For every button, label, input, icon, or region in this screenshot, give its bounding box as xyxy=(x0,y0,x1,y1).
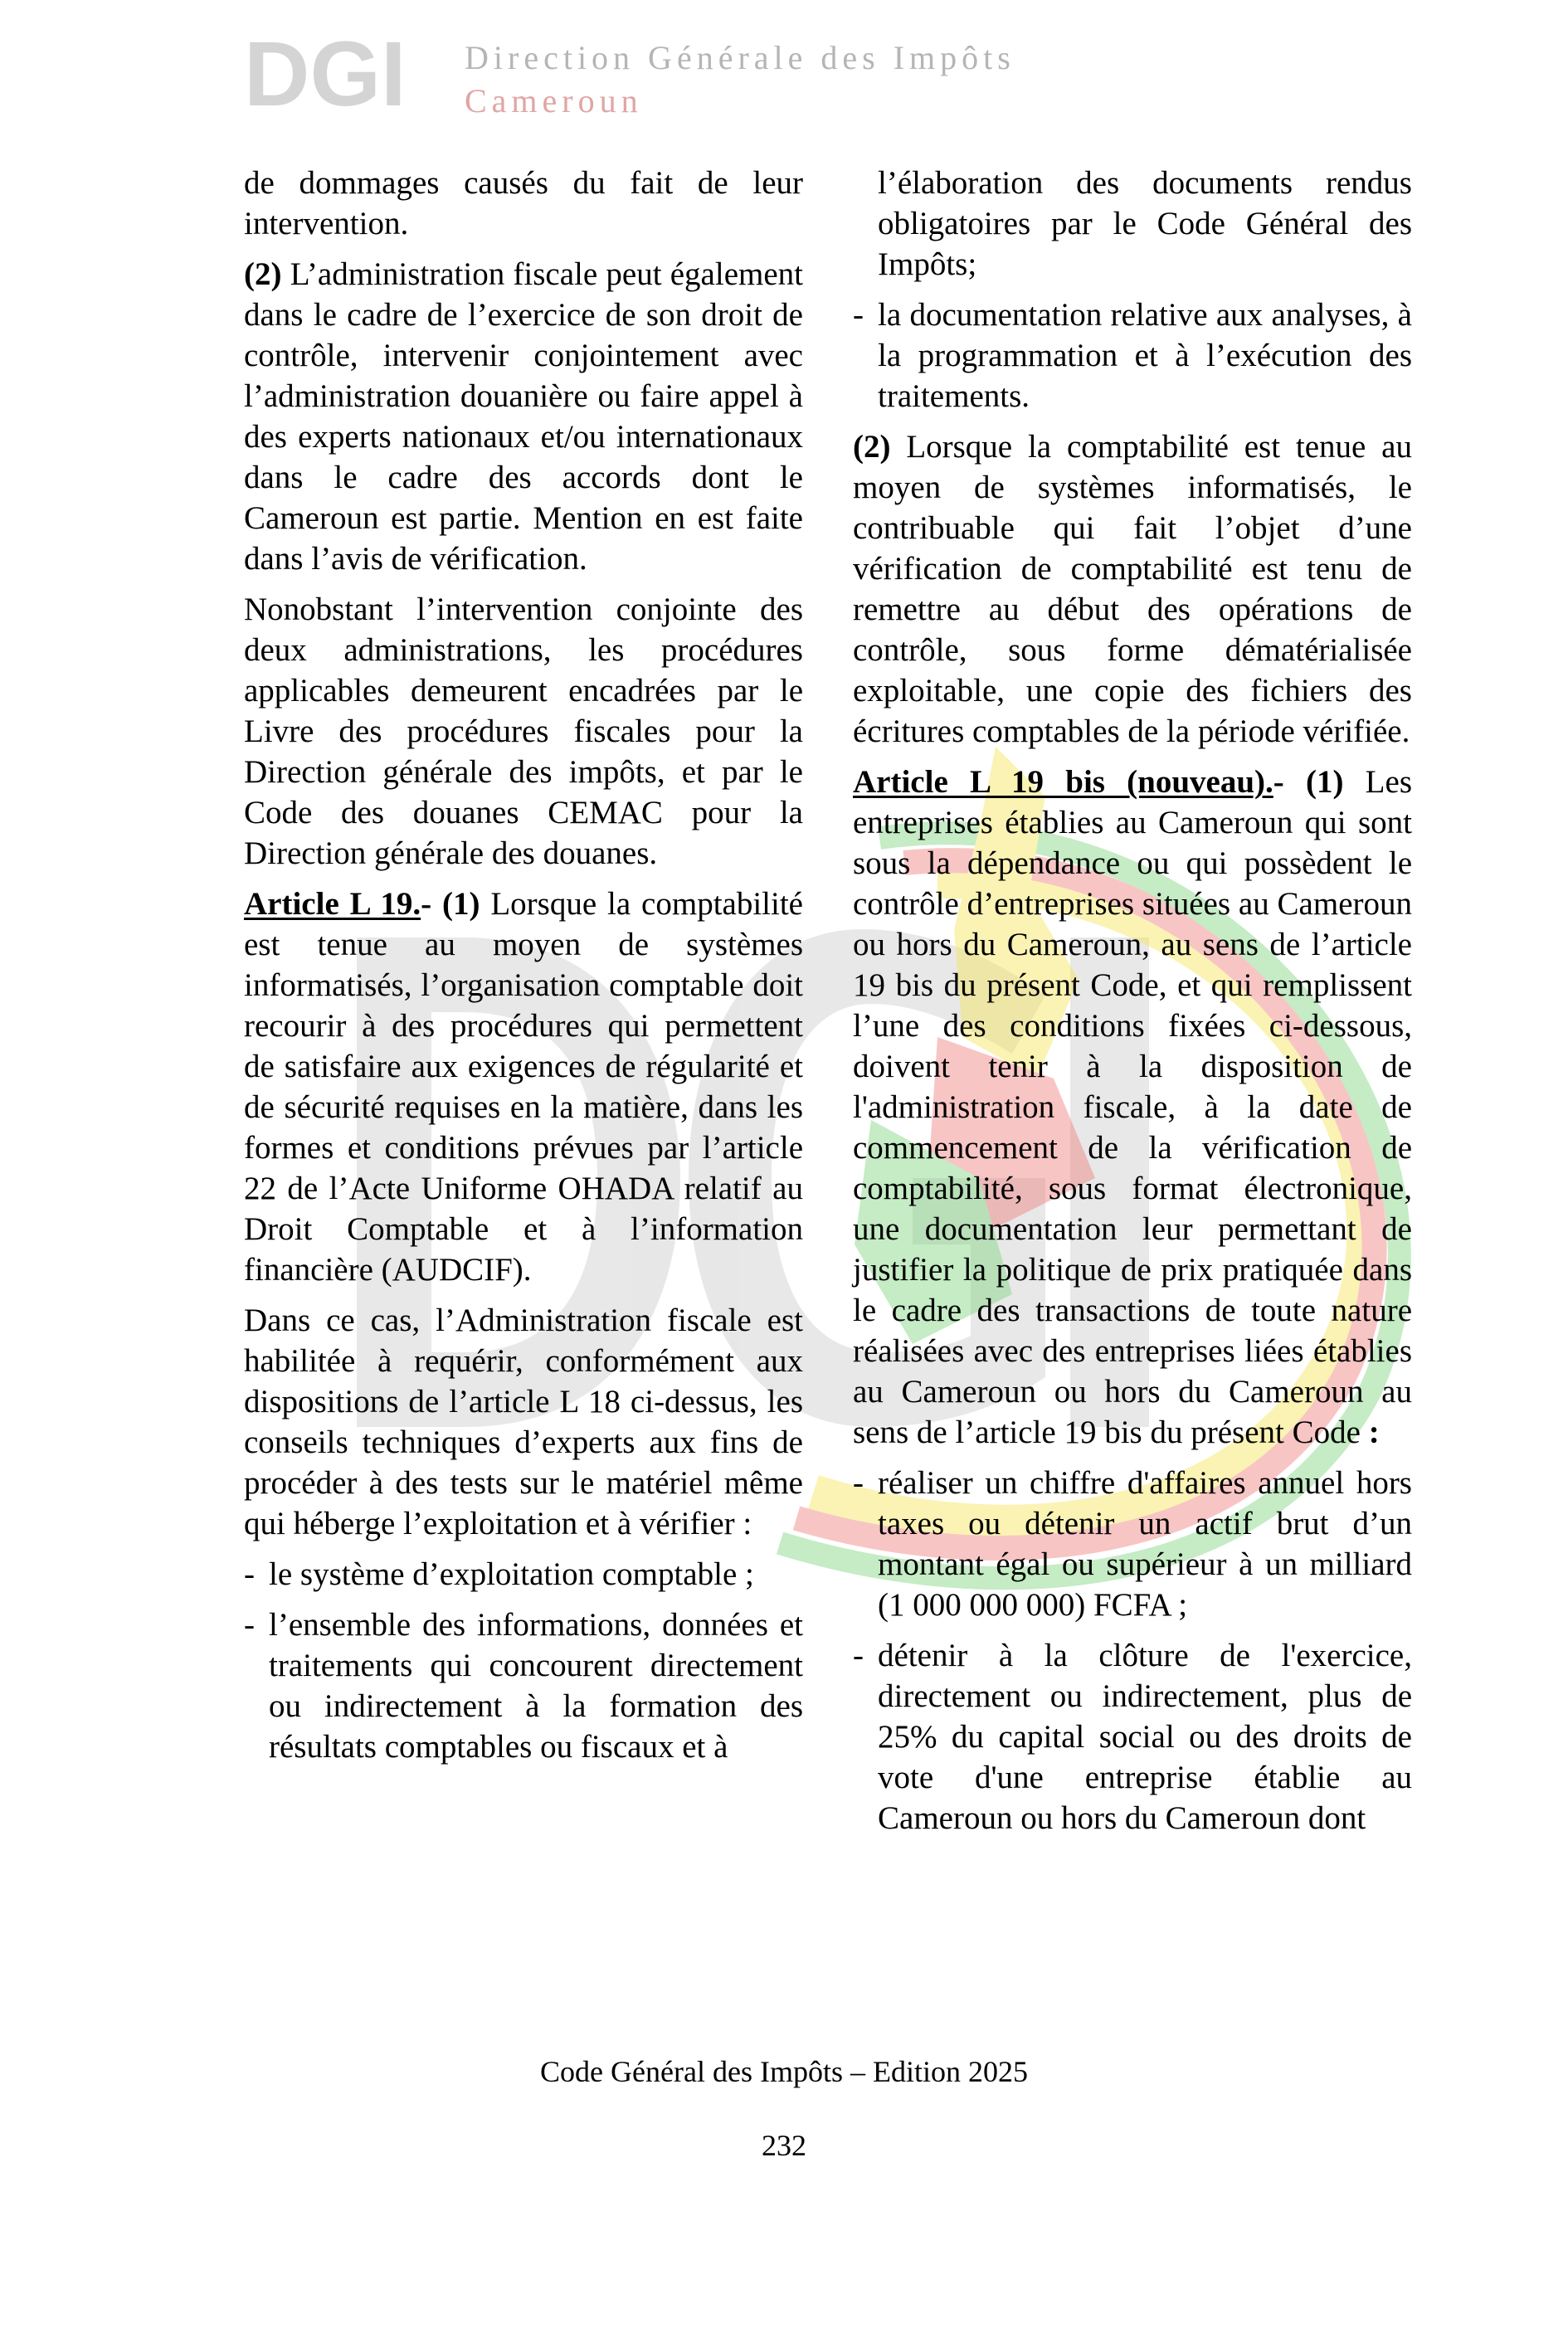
list-item-text: le système d’exploitation comptable ; xyxy=(269,1556,754,1592)
article-dash: - xyxy=(421,886,442,922)
left-column xyxy=(244,163,803,1777)
paragraph-2-joint-intervention xyxy=(244,254,803,579)
paragraph-text: L’administration fiscale peut également dans le cadre de l’exercice de son droit de contrôle, intervenir conjointement avec l’administration douanière ou faire appel à des experts nationaux et/ou internationaux dans le cadre des accords dont le Cameroun est partie. Mention en est faite dans l’avis de vérification. xyxy=(244,256,803,577)
paragraph-text: Lorsque la comptabilité est tenue au moyen de systèmes informatisés, le contribuable qui fait l’objet d’une vérification de comptabilité est tenu de remettre au début des opérations de contrôle, sous forme dématérialisée exploitable, une copie des fichiers des écritures comptables de la période vérifiée. xyxy=(853,429,1412,749)
article-colon: : xyxy=(1368,1415,1380,1450)
article-heading: Article L 19 bis (nouveau). xyxy=(853,764,1273,800)
paragraph-dans-ce-cas: Dans ce cas, l’Administration fiscale est habilitée à requérir, conformément aux dispositions de l’article L 18 ci-dessus, les conseils techniques d’experts aux fins de procéder à des tests sur le matériel même qui héberge l’exploitation et à vérifier : xyxy=(244,1303,803,1541)
list-item xyxy=(853,1463,1412,1625)
list-item-text: réaliser un chiffre d'affaires annuel hors taxes ou détenir un actif brut d’un montant égal ou supérieur à un milliard (1 000 000 000) FCFA ; xyxy=(878,1465,1412,1623)
right-column xyxy=(853,163,1412,1848)
paragraph-2-electronic-copy xyxy=(853,426,1412,752)
list-item-continuation: l’élaboration des documents rendus obligatoires par le Code Général des Impôts; xyxy=(878,165,1412,282)
watermark-text-line1: Direction Générale des Impôts xyxy=(465,39,1015,76)
list-item-text: la documentation relative aux analyses, à la programmation et à l’exécution des traitements. xyxy=(878,297,1412,414)
footer-title: Code Général des Impôts – Edition 2025 xyxy=(540,2055,1028,2088)
bullet-marker: - xyxy=(853,297,864,333)
list-item xyxy=(853,1635,1412,1838)
bullet-marker: - xyxy=(853,1465,864,1501)
article-l19-bis xyxy=(853,762,1412,1453)
watermark-text-line2: Cameroun xyxy=(465,82,643,119)
watermark-letters: DGI xyxy=(244,23,407,125)
list-item xyxy=(853,295,1412,416)
paragraph-number: (1) xyxy=(442,886,480,922)
list-item xyxy=(244,1554,803,1595)
bullet-marker: - xyxy=(244,1556,255,1592)
article-text: Lorsque la comptabilité est tenue au moyen de systèmes informatisés, l’organisation comptable doit recourir à des procédures qui permettent de satisfaire aux exigences de régularité et de sécurité requises en la matière, dans les formes et conditions prévues par l’article 22 de l’Acte Uniforme OHADA relatif au Droit Comptable et à l’information financière (AUDCIF). xyxy=(244,886,803,1288)
paragraph-nonobstant: Nonobstant l’intervention conjointe des deux administrations, les procédures applicables demeurent encadrées par le Livre des procédures fiscales pour la Direction générale des impôts, et par le Code des douanes CEMAC pour la Direction générale des douanes. xyxy=(244,592,803,871)
paragraph-number: (2) xyxy=(853,429,891,465)
list-item-text: détenir à la clôture de l'exercice, directement ou indirectement, plus de 25% du capital social ou des droits de vote d'une entreprise établie au Cameroun ou hors du Cameroun dont xyxy=(878,1638,1412,1836)
article-heading: Article L 19. xyxy=(244,886,421,922)
bullet-marker: - xyxy=(244,1607,255,1643)
paragraph-number: (1) xyxy=(1305,764,1344,800)
list-item-text: l’ensemble des informations, données et traitements qui concourent directement ou indirectement à la formation des résultats comptables ou fiscaux et à xyxy=(269,1607,803,1765)
bullet-marker: - xyxy=(853,1638,864,1673)
paragraph-intervention: de dommages causés du fait de leur intervention. xyxy=(244,165,803,241)
article-l19 xyxy=(244,884,803,1290)
article-dash: - xyxy=(1273,764,1306,800)
paragraph-number: (2) xyxy=(244,256,282,292)
article-text: Les entreprises établies au Cameroun qui sont sous la dépendance ou qui possèdent le contrôle d’entreprises situées au Cameroun ou hors du Cameroun, au sens de l’article 19 bis du présent Code, et qui remplissent l’une des conditions fixées ci-dessous, doivent tenir à la disposition de l'administration fiscale, à la date de commencement de la vérification de comptabilité, sous format électronique, une documentation leur permettant de justifier la politique de prix pratiquée dans le cadre des transactions de toute nature réalisées avec des entreprises liées établies au Cameroun ou hors du Cameroun au sens de l’article 19 bis du présent Code xyxy=(853,764,1412,1450)
page-number: 232 xyxy=(762,2129,806,2162)
list-item xyxy=(244,1605,803,1767)
